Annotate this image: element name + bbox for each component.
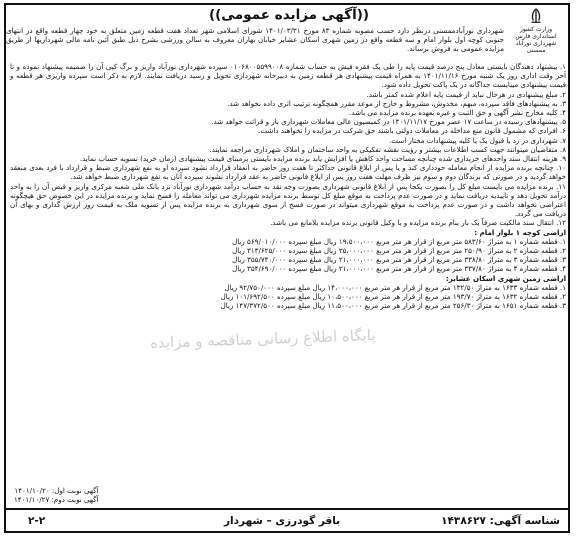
org-ministry: وزارت کشور [519,26,553,33]
watermark-text: پایگاه اطلاع رسانی مناقصه و مزایده [149,326,376,352]
condition-item: ۷. شهرداری در رد یا قبول یک یا کلیه پیشنهادات مختار است. [389,135,566,145]
land-item: ۴. قطعه شماره ۴ به متراژ ۳۳۷/۸۰ متر مربع از قرار هر متر مربع ۲۱،۰۰۰،۰۰۰ ریال مبلغ سپرده ۳۵۴/۶۹۰/۰۰۰ ریال [232,264,566,274]
condition-item: ۱۰. چنانچه برنده مزایده از انجام معامله خودداری کند و یا پس از ابلاغ قانونی حداکثر تا هفت روز حاضر به انعقاد قرارداد نشود سپرده او به نفع شهرداری ضبط و قرارداد با فرد بعدی منعقد خواهد گردید و در صورتی که برندگان دوم و سوم نیز ظرف مهلت هفت روز پس از ابلاغ قانونی حاضر به عقد قرارداد نشوند سپرده آنان به نفع شهرداری ضبط خواهد شد. [10,163,566,182]
condition-item: ۱. پیشنهاد دهندگان بایستی معادل پنج درصد قیمت پایه را طی یک فقره فیش به حساب شماره ۰۱۰۶۸۰۰۵۵۹۹۰۰۸ سپرده شهرداری نورآباد واریز و برگ کپی آن را ضمیمه پیشنهاد نموده و تا آخر وقت اداری روز یک شنبه مورخ ۱۴۰۱/۱۱/۱۶ به همراه قیمت پیشنهادی هر قطعه زمین به دبیرخانه شهرداری تحویل و رسید دریافت نمایند. لازم به ذکر است سپرده واریزی هر قطعه و قیمت پیشنهادی میبایست جداگانه در یک پاکت تحویل داده شود. [10,62,566,90]
land-item: ۲. قطعه شماره ۲ به متراژ ۲۵۰/۹۰ متر مربع از قرار هر متر مربع ۲۵،۰۰۰،۰۰۰ ریال مبلغ سپرده ۳۱۳/۶۲۵/۰۰۰ ریال [232,246,566,256]
condition-item: ۵. پیشنهادهای رسیده در ساعت ۱۷ عصر مورخ ۱۴۰۱/۱۱/۱۷ در کمیسیون عالی معاملات شهرداری باز و قرائت خواهد شد. [211,117,566,127]
condition-item: ۲. مبلغ پیشنهادی در هرحال نباید از قیمت پایه اعلام شده کمتر باشد. [366,89,566,99]
land-item: ۱. قطعه شماره ۱۶۳۳ به متراژ ۱۳۲/۵۰ متر مربع از قرار هر متر مربع ۱۴،۰۰۰،۰۰۰ ریال مبلغ سپرده ۹۲/۷۵۰/۰۰۰ ریال [224,282,566,292]
page-number: ۲-۲ [28,515,46,527]
first-publication-date: آگهی نوبت اول: ۱۴۰۱/۱۰/۲۰ [14,486,99,495]
iran-emblem-icon [527,7,545,25]
land-item: ۳. قطعه شماره ۳ به متراژ ۳۳۸/۸۰ متر مربع از قرار هر متر مربع ۲۱،۰۰۰،۰۰۰ ریال مبلغ سپرده ۳۵۵/۷۴۰/۰۰۰ ریال [232,255,566,265]
condition-item: ۶. افرادی که مشمول قانون منع مداخله در معاملات دولتی باشند حق شرکت در مزایده را نخواهند داشت. [258,126,566,136]
land-item: ۲. قطعه شماره ۱۶۳۲ به متراژ ۱۹۳/۷۰ متر مربع از قرار هر متر مربع ۱۰،۵۰۰،۰۰۰ ریال مبلغ سپرده ۱۰۱/۶۹۲/۵۰۰ ریال [220,292,566,302]
signer-name: باقر گودرزی – شهردار [224,515,341,527]
condition-item: ۴. کلیه مخارج نشر آگهی و حق الثبت و غیره بعهده برنده مزایده می باشد. [349,108,566,118]
organization-block [508,7,564,54]
publication-dates [14,486,99,504]
second-publication-date: آگهی نوبت دوم: ۱۴۰۱/۱۰/۲۷ [14,495,99,505]
land-item: ۳. قطعه شماره ۱۶۵۱ به متراژ ۲۵۶/۳۰ متر مربع از قرار هر متر مربع ۱۱،۵۰۰،۰۰۰ ریال مبلغ سپرده ۱۴۷/۳۷۲/۵۰۰ ریال [220,301,566,311]
condition-item: ۱۲. انتقال سند مالکیت صرفاً یک بار بنام برنده مزایده و یا وکیل قانونی برنده مزایده بلامانع می باشد. [270,218,566,228]
notice-conditions [10,62,566,310]
condition-item: ۳. به پیشنهادهای فاقد سپرده، مبهم، مخدوش، مشروط و خارج از موعد مقرر همچگونه ترتیب اثری داده نخواهد شد. [227,98,566,108]
notice-body [6,14,504,54]
ad-number: شناسه آگهی: ۱۴۳۸۶۲۷ [441,515,560,527]
notice-footer [4,508,570,534]
condition-item: ۸. متقاضیان میتوانند جهت کسب اطلاعات بیشتر و رؤیت نقشه تفکیکی به واحد ساختمان و املاک شهرداری مراجعه نمایند. [209,144,566,154]
org-province: استانداری فارس [515,33,557,40]
land-item: ۱. قطعه شماره ۱ به متراژ ۵۸۳/۶۰ متر مربع از قرار هر متر مربع ۱۹،۵۰۰،۰۰۰ ریال مبلغ سپرده ۵۶۹/۰۱۰/۰۰۰ ریال [232,236,566,246]
condition-item: ۱۱. برنده مزایده می بایست مبلغ کل را بصورت یکجا پس از ابلاغ قانونی شهرداری بصورت وجه نقد به حساب درآمد شهرداری نورآباد نزد بانک ملی شعبه مرکزی واریز و قبض آن را به واحد درآمد تحویل دهد و تاییدیه دریافت نماید و در صورت عدم پرداخت به موقع مبلغ کل توسط برنده مزایده شهرداری می تواند معامله را فسخ نماید و برنده مزایده در این خصوص حق هیچگونه اعتراضی نخواهد داشت و در صورت عدم پرداخت به موقع شهرداری میتواند در صورت فسخ از سوی شهرداری به برنده مزایده پس از تسویه ملک به قیمت روز ارزش گذاری و بهای آن دریافت می گردد. [10,181,566,219]
lands-section-a-title: اراضی کوچه ۱ بلوار امام : [474,227,566,237]
org-municipality: شهرداری نورآباد ممسنی [515,40,557,54]
lands-section-b-title: اراضی زمین شهری اسکان عشایر: [445,273,566,283]
notice-title: ((آگهی مزایده عمومی)) [208,7,370,23]
condition-item: ۹. هزینه انتقال سند واحدهای خریداری شده چنانچه مساحت واحد کاهش یا افزایش یابد برنده مزایده بایستی برمبنای قیمت پیشنهادی (زمان خرید) تسویه حساب نماید. [79,154,566,164]
intro-paragraph: شهرداری نورآبادممسنی درنظر دارد حسب مصوبه شماره ۸۳ مورخ ۱۴۰۱/۰۳/۳۱ شورای اسلامی شهر تعداد هفت قطعه زمین متعلق به خود چهار قطعه واقع در انتهای جنوبی کوچه اول بلوار امام و سه قطعه واقع در زمین شهری اسکان عشایر خیابان بهاران معروف به سالن ورزشی بشرح ذیل طبق آئین نامه مالی شهرداریها از طریق مزایده عمومی به فروش برساند. [6,26,504,54]
